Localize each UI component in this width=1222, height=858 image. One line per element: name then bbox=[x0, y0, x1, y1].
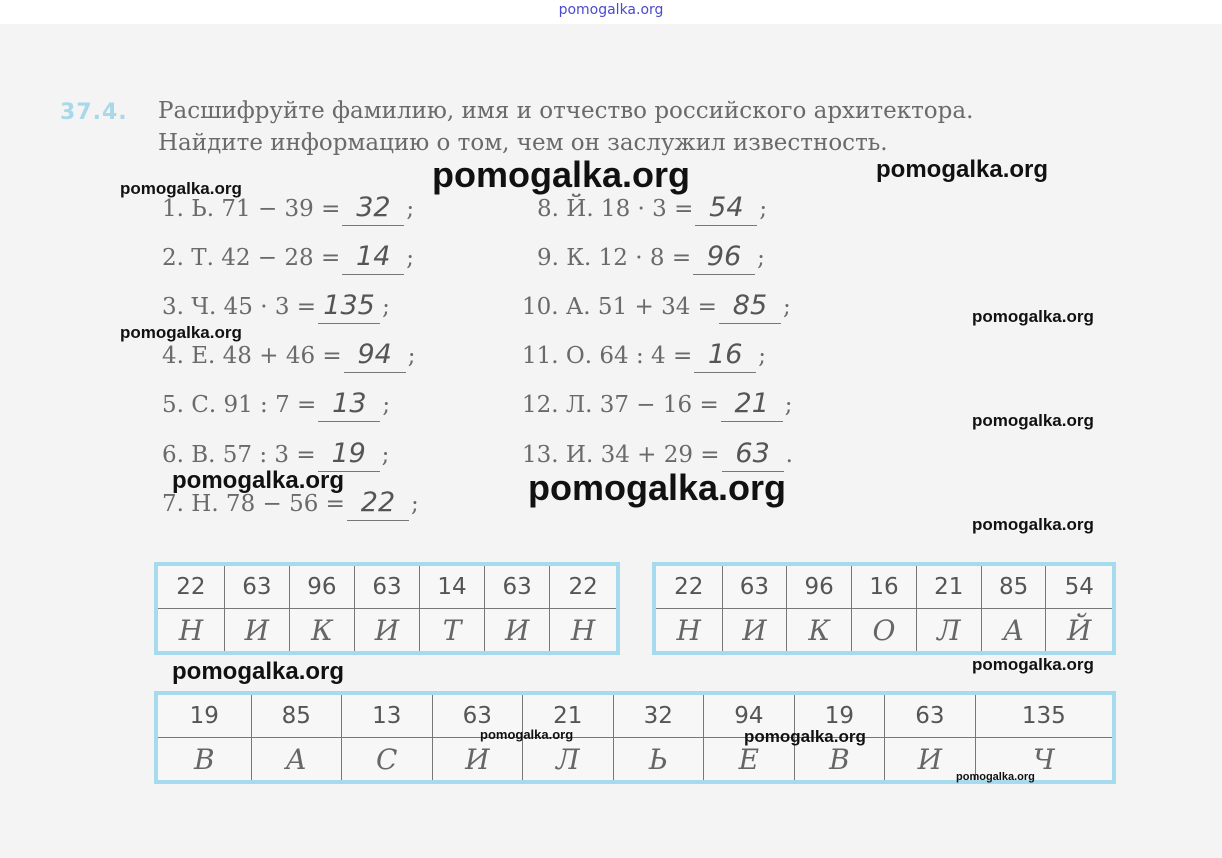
equation-end: ; bbox=[381, 442, 390, 468]
equation-answer: 22 bbox=[347, 492, 409, 521]
table-cell-number: 14 bbox=[420, 564, 485, 609]
table-cell-number: 32 bbox=[613, 693, 704, 738]
task-instruction-line2: Найдите информацию о том, чем он заслужил известность. bbox=[158, 130, 888, 156]
table-cell-letter: А bbox=[981, 609, 1046, 654]
table-cell-number: 19 bbox=[156, 693, 251, 738]
equation-label: 5. С. 91 : 7 = bbox=[162, 392, 317, 418]
watermark: pomogalka.org bbox=[972, 411, 1094, 430]
table-cell-letter: А bbox=[251, 738, 342, 783]
table-cell-number: 85 bbox=[251, 693, 342, 738]
table-cell-letter: Л bbox=[523, 738, 614, 783]
equation-4 bbox=[162, 339, 416, 373]
table-cell-number: 63 bbox=[432, 693, 523, 738]
table-cell-letter: И bbox=[354, 609, 419, 654]
equation-end: ; bbox=[410, 491, 419, 517]
equation-12 bbox=[522, 388, 793, 422]
equation-3 bbox=[162, 290, 390, 324]
equation-1 bbox=[162, 192, 415, 226]
equation-label: 10. А. 51 + 34 = bbox=[522, 294, 717, 320]
table-cell-number: 96 bbox=[289, 564, 354, 609]
equation-end: . bbox=[785, 442, 793, 468]
watermark: pomogalka.org bbox=[432, 154, 691, 195]
equation-8 bbox=[537, 192, 768, 226]
decode-table-first-name bbox=[652, 562, 1116, 655]
equation-label: 11. О. 64 : 4 = bbox=[522, 343, 693, 369]
equation-5 bbox=[162, 388, 391, 422]
equation-end: ; bbox=[758, 343, 766, 369]
equation-answer: 13 bbox=[318, 393, 380, 422]
watermark: pomogalka.org bbox=[172, 658, 345, 685]
table-cell-letter: Н bbox=[156, 609, 224, 654]
watermark: pomogalka.org bbox=[972, 515, 1094, 534]
table-cell-number: 21 bbox=[916, 564, 981, 609]
table-cell-letter: Е bbox=[704, 738, 795, 783]
table-cell-number: 21 bbox=[523, 693, 614, 738]
equation-label: 12. Л. 37 − 16 = bbox=[522, 392, 719, 418]
table-cell-number: 16 bbox=[852, 564, 917, 609]
equation-label: 13. И. 34 + 29 = bbox=[522, 442, 720, 468]
watermark: pomogalka.org bbox=[956, 771, 1035, 783]
task-number: 37.4. bbox=[60, 100, 128, 125]
watermark: pomogalka.org bbox=[480, 727, 574, 742]
equation-end: ; bbox=[757, 245, 765, 271]
equation-answer: 19 bbox=[318, 443, 380, 472]
table-cell-number: 22 bbox=[654, 564, 722, 609]
equation-label: 9. К. 12 · 8 = bbox=[537, 245, 692, 271]
decode-table-surname-first bbox=[154, 562, 620, 655]
watermark: pomogalka.org bbox=[120, 323, 242, 342]
table-cell-letter: Л bbox=[916, 609, 981, 654]
equation-end: ; bbox=[782, 294, 791, 320]
equation-end: ; bbox=[406, 245, 414, 271]
task-instruction-line1: Расшифруйте фамилию, имя и отчество российского архитектора. bbox=[158, 98, 974, 124]
table-cell-number: 85 bbox=[981, 564, 1046, 609]
table-cell-letter: И bbox=[485, 609, 550, 654]
equation-2 bbox=[162, 241, 414, 275]
watermark: pomogalka.org bbox=[120, 179, 242, 198]
table-cell-letter: Ч bbox=[975, 738, 1114, 783]
table-cell-number: 22 bbox=[156, 564, 224, 609]
watermark: pomogalka.org bbox=[744, 727, 866, 746]
equation-answer: 94 bbox=[344, 344, 406, 373]
table-cell-letter: И bbox=[224, 609, 289, 654]
site-link[interactable]: pomogalka.org bbox=[558, 2, 664, 18]
equation-label: 4. Е. 48 + 46 = bbox=[162, 343, 342, 369]
table-cell-letter: Ь bbox=[613, 738, 704, 783]
table-cell-number: 54 bbox=[1046, 564, 1114, 609]
table-cell-letter: В bbox=[794, 738, 885, 783]
table-cell-letter: Н bbox=[654, 609, 722, 654]
table-cell-letter: Т bbox=[420, 609, 485, 654]
watermark: pomogalka.org bbox=[876, 156, 1049, 183]
equation-label: 2. Т. 42 − 28 = bbox=[162, 245, 341, 271]
table-cell-number: 94 bbox=[704, 693, 795, 738]
table-cell-letter: И bbox=[432, 738, 523, 783]
table-cell-letter: К bbox=[289, 609, 354, 654]
equation-answer: 54 bbox=[695, 197, 757, 226]
table-cell-number: 96 bbox=[787, 564, 852, 609]
equation-label: 1. Ь. 71 − 39 = bbox=[162, 196, 341, 222]
table-cell-number: 63 bbox=[885, 693, 976, 738]
equation-7 bbox=[162, 487, 419, 521]
equation-end: ; bbox=[784, 392, 793, 418]
equation-10 bbox=[522, 290, 791, 324]
table-cell-number: 19 bbox=[794, 693, 885, 738]
equation-answer: 85 bbox=[719, 295, 781, 324]
watermark: pomogalka.org bbox=[172, 467, 345, 494]
equation-9 bbox=[537, 241, 765, 275]
equation-answer: 32 bbox=[342, 197, 404, 226]
watermark: pomogalka.org bbox=[972, 307, 1094, 326]
table-cell-number: 63 bbox=[354, 564, 419, 609]
table-cell-letter: В bbox=[156, 738, 251, 783]
equation-answer: 63 bbox=[722, 443, 784, 472]
equation-end: ; bbox=[759, 196, 768, 222]
equation-label: 7. Н. 78 − 56 = bbox=[162, 491, 345, 517]
watermark: pomogalka.org bbox=[972, 655, 1094, 674]
table-cell-letter: И bbox=[722, 609, 787, 654]
equation-end: ; bbox=[382, 392, 391, 418]
equation-label: 8. Й. 18 · 3 = bbox=[537, 196, 694, 222]
equation-label: 6. В. 57 : 3 = bbox=[162, 442, 316, 468]
table-cell-letter: Й bbox=[1046, 609, 1114, 654]
equation-end: ; bbox=[407, 343, 416, 369]
equation-11 bbox=[522, 339, 766, 373]
equation-answer: 16 bbox=[694, 344, 756, 373]
table-cell-number: 63 bbox=[722, 564, 787, 609]
equation-end: ; bbox=[382, 294, 390, 320]
equation-answer: 21 bbox=[721, 393, 783, 422]
table-cell-number: 135 bbox=[975, 693, 1114, 738]
table-cell-number: 13 bbox=[342, 693, 433, 738]
equation-answer: 14 bbox=[342, 246, 404, 275]
equation-label: 3. Ч. 45 · 3 = bbox=[162, 294, 317, 320]
table-cell-number: 63 bbox=[485, 564, 550, 609]
table-cell-letter: С bbox=[342, 738, 433, 783]
table-cell-letter: К bbox=[787, 609, 852, 654]
equation-end: ; bbox=[406, 196, 415, 222]
table-cell-letter: И bbox=[885, 738, 976, 783]
table-cell-number: 22 bbox=[550, 564, 618, 609]
watermark: pomogalka.org bbox=[528, 467, 787, 508]
table-cell-letter: О bbox=[852, 609, 917, 654]
equation-answer: 135 bbox=[318, 295, 380, 324]
table-cell-letter: Н bbox=[550, 609, 618, 654]
equation-answer: 96 bbox=[693, 246, 755, 275]
table-cell-number: 63 bbox=[224, 564, 289, 609]
